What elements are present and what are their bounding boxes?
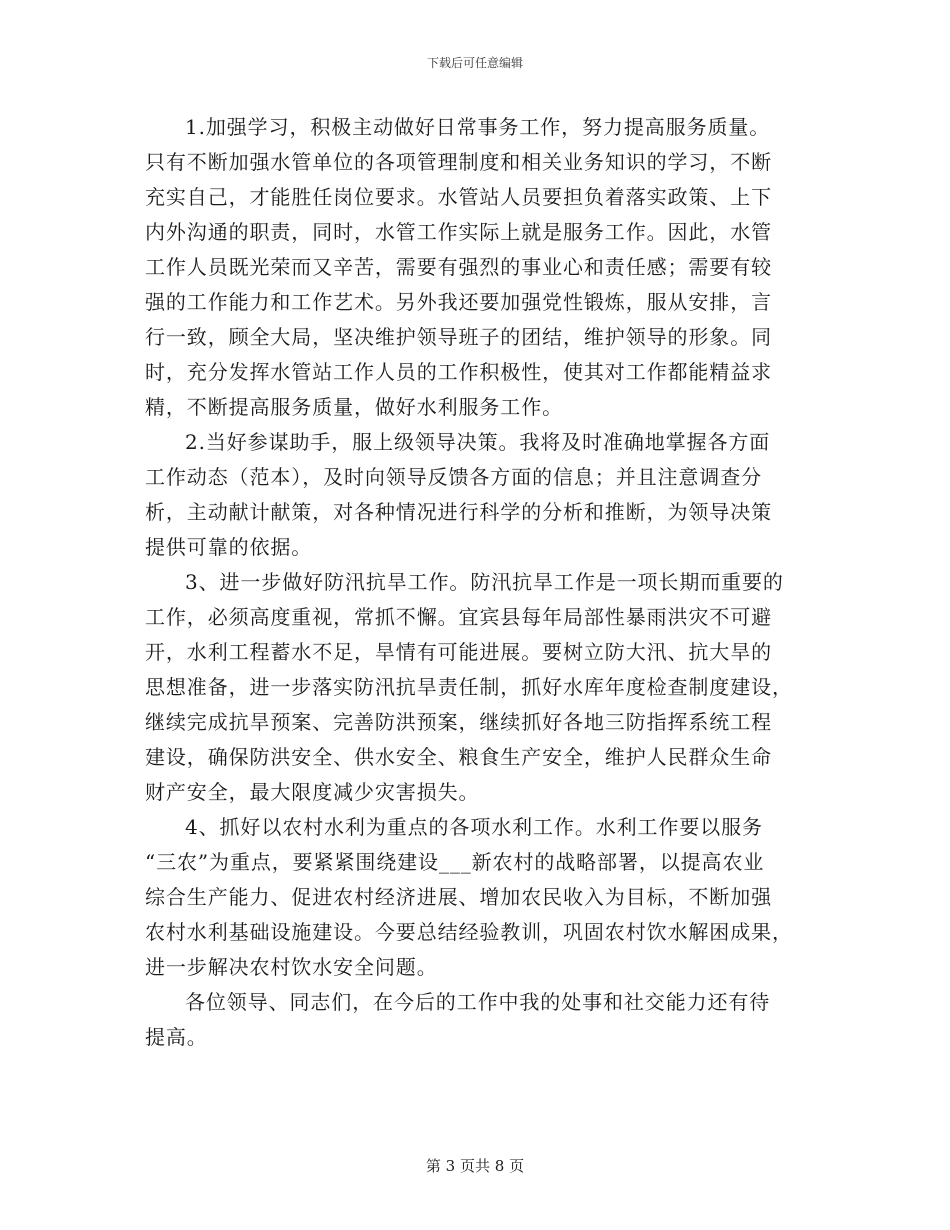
paragraph-line: 各位领导、同志们，在今后的工作中我的处事和社交能力还有待	[185, 990, 771, 1014]
paragraph-line: 财产安全，最大限度减少灾害损失。	[145, 780, 480, 804]
paragraph-1	[145, 110, 813, 425]
paragraph-line: 提高。	[145, 1025, 208, 1049]
paragraph-line: 行一致，顾全大局，坚决维护领导班子的团结，维护领导的形象。同	[145, 325, 772, 349]
paragraph-line: 2.当好参谋助手，服上级领导决策。我将及时准确地掌握各方面	[185, 430, 771, 454]
paragraph-line: 工作动态（范本），及时向领导反馈各方面的信息；并且注意调查分	[145, 465, 762, 489]
paragraph-line: 进一步解决农村饮水安全问题。	[145, 955, 438, 979]
paragraph-2	[145, 425, 813, 565]
paragraph-line: 工作人员既光荣而又辛苦，需要有强烈的事业心和责任感；需要有较	[145, 255, 772, 279]
paragraph-line: 充实自己，才能胜任岗位要求。水管站人员要担负着落实政策、上下	[145, 185, 772, 209]
paragraph-line: 时，充分发挥水管站工作人员的工作积极性，使其对工作都能精益求	[145, 360, 772, 384]
page-number: 第 3 页共 8 页	[425, 1157, 525, 1175]
page-header: 下载后可任意编辑	[426, 56, 523, 70]
paragraph-line: 精，不断提高服务质量，做好水利服务工作。	[145, 395, 563, 419]
paragraph-line: 1.加强学习，积极主动做好日常事务工作，努力提高服务质量。	[185, 115, 771, 139]
paragraph-line: 只有不断加强水管单位的各项管理制度和相关业务知识的学习，不断	[145, 150, 772, 174]
paragraph-line: 内外沟通的职责，同时，水管工作实际上就是服务工作。因此，水管	[145, 220, 772, 244]
paragraph-line: 析，主动献计献策，对各种情况进行科学的分析和推断，为领导决策	[145, 500, 772, 524]
paragraph-line: 4、抓好以农村水利为重点的各项水利工作。水利工作要以服务	[185, 815, 763, 839]
paragraph-line: 开，水利工程蓄水不足，旱情有可能进展。要树立防大汛、抗大旱的	[145, 640, 772, 664]
paragraph-line: 3、进一步做好防汛抗旱工作。防汛抗旱工作是一项长期而重要的	[185, 570, 784, 594]
paragraph-line: 继续完成抗旱预案、完善防洪预案，继续抓好各地三防指挥系统工程	[145, 710, 772, 734]
paragraph-4	[145, 810, 813, 985]
paragraph-line: 工作，必须高度重视，常抓不懈。宜宾县每年局部性暴雨洪灾不可避	[145, 605, 772, 629]
paragraph-line: 强的工作能力和工作艺术。另外我还要加强党性锻炼，服从安排，言	[145, 290, 772, 314]
paragraph-3	[145, 565, 813, 810]
paragraph-line: 农村水利基础设施建设。今要总结经验教训，巩固农村饮水解困成果，	[145, 920, 793, 944]
paragraph-line: 提供可靠的依据。	[145, 535, 313, 559]
paragraph-line: 思想准备，进一步落实防汛抗旱责任制，抓好水库年度检查制度建设，	[145, 675, 793, 699]
paragraph-line: 建设，确保防洪安全、供水安全、粮食生产安全，维护人民群众生命	[145, 745, 772, 769]
paragraph-line: 综合生产能力、促进农村经济进展、增加农民收入为目标，不断加强	[145, 885, 772, 909]
paragraph-5	[145, 985, 813, 1055]
document-body	[145, 110, 813, 1055]
paragraph-line: “三农”为重点，要紧紧围绕建设___新农村的战略部署，以提高农业	[145, 850, 765, 874]
